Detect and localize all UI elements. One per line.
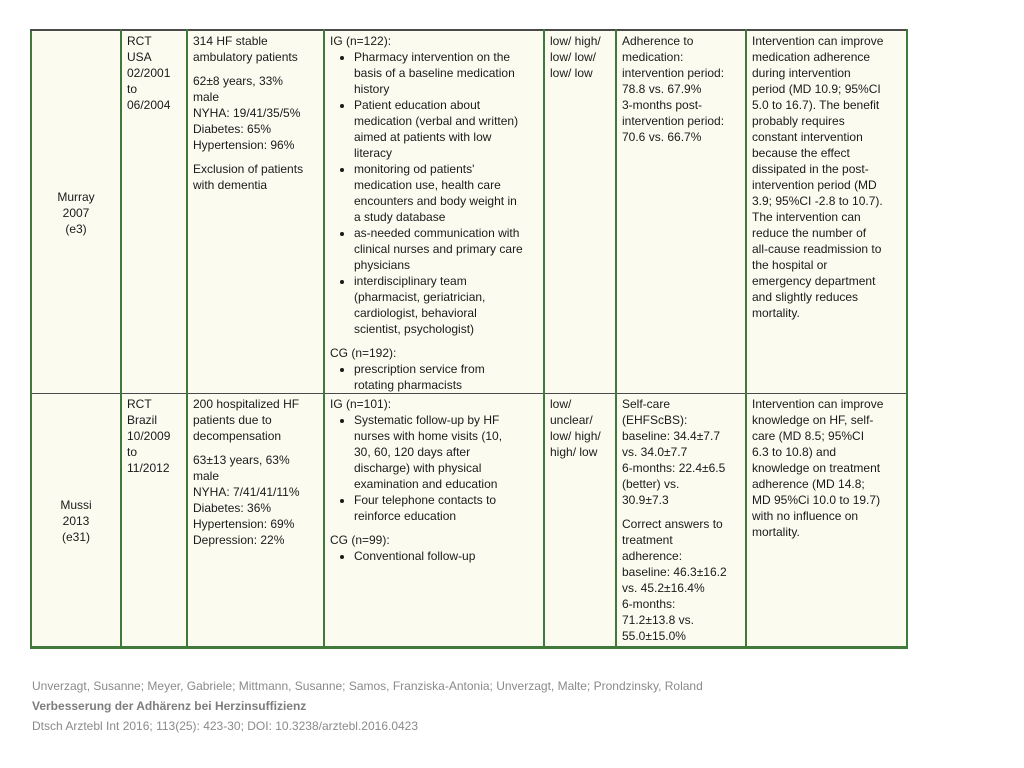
bullet-line: nurses with home visits (10, — [354, 429, 503, 443]
result-line: intervention period (MD — [752, 178, 877, 192]
outcome-line: 55.0±15.0% — [622, 629, 686, 643]
study-cell — [31, 394, 121, 648]
result-line: MD 95%Ci 10.0 to 19.7) — [752, 493, 881, 507]
bullet-line: • Systematic follow-up by HF — [354, 413, 500, 427]
intervention-cell — [324, 394, 544, 648]
bullet-line: rotating pharmacists — [354, 378, 463, 392]
population-line: NYHA: 7/41/41/11% — [193, 485, 300, 499]
design-line: to — [127, 82, 138, 96]
result-line: during intervention — [752, 66, 851, 80]
footer-citation: Dtsch Arztebl Int 2016; 113(25): 423-30; DOI: 10.3238/arztebl.2016.0423 — [32, 719, 419, 733]
population-line: male — [193, 469, 220, 483]
bullet-item — [354, 273, 538, 337]
bullet-line: 30, 60, 120 days after — [354, 445, 471, 459]
bullet-line: medication (verbal and written) — [354, 114, 519, 128]
outcome-line: (better) vs. — [622, 477, 680, 491]
population-group — [193, 452, 318, 548]
outcome-line: 6-months: 22.4±6.5 — [622, 461, 726, 475]
result-line: medication adherence — [752, 50, 871, 64]
result-line: 5.0 to 16.7). The benefit — [752, 98, 880, 112]
outcome-line: 30.9±7.3 — [622, 493, 669, 507]
bullet-line: • monitoring od patients' — [354, 162, 475, 176]
ig-heading: IG (n=101): — [330, 397, 392, 411]
bullet-item — [354, 548, 538, 564]
population-line: Diabetes: 65% — [193, 122, 272, 136]
result-line: reduce the number of — [752, 226, 867, 240]
population-line: Diabetes: 36% — [193, 501, 272, 515]
population-line: Hypertension: 96% — [193, 138, 295, 152]
bullet-line: clinical nurses and primary care — [354, 242, 523, 256]
bullet-line: aimed at patients with low — [354, 130, 492, 144]
bullet-line: examination and education — [354, 477, 498, 491]
outcome-line: intervention period: — [622, 66, 725, 80]
population-line: male — [193, 90, 220, 104]
result-line: with no influence on — [752, 509, 859, 523]
population-line: Exclusion of patients — [193, 162, 304, 176]
result-line: all-cause readmission to — [752, 242, 882, 256]
cg-heading: CG (n=192): — [330, 346, 397, 360]
bullet-list — [330, 412, 538, 524]
bullet-line: • interdisciplinary team — [354, 274, 467, 288]
result-line: period (MD 10.9; 95%CI — [752, 82, 881, 96]
bullet-item — [354, 412, 538, 492]
outcome-line: 6-months: — [622, 597, 676, 611]
outcome-line: medication: — [622, 50, 684, 64]
population-line: 314 HF stable — [193, 34, 268, 48]
study-line: 2007 — [62, 206, 90, 220]
population-line: 62±8 years, 33% — [193, 74, 283, 88]
result-line: Intervention can improve — [752, 397, 884, 411]
result-line: mortality. — [752, 306, 800, 320]
outcome-group — [622, 516, 740, 644]
table-row-murray — [31, 30, 907, 394]
outcome-line: 3-months post- — [622, 98, 703, 112]
bullet-line: history — [354, 82, 390, 96]
ig-heading: IG (n=122): — [330, 34, 392, 48]
table-body — [31, 30, 907, 648]
study-line: Mussi — [60, 498, 92, 512]
result-line: and slightly reduces — [752, 290, 859, 304]
bullet-item — [354, 97, 538, 161]
bias-cell — [544, 394, 616, 648]
outcome-group — [622, 33, 740, 145]
design-line: 02/2001 — [127, 66, 171, 80]
outcome-line: vs. 45.2±16.4% — [622, 581, 705, 595]
bullet-item — [354, 161, 538, 225]
population-line: with dementia — [193, 178, 268, 192]
bullet-line: discharge) with physical — [354, 461, 482, 475]
bullet-line: medication use, health care — [354, 178, 501, 192]
bullet-line: physicians — [354, 258, 411, 272]
population-group — [193, 73, 318, 153]
bullet-line: (pharmacist, geriatrician, — [354, 290, 486, 304]
table-row-mussi — [31, 394, 907, 648]
design-line: Brazil — [127, 413, 158, 427]
outcome-line: 71.2±13.8 vs. — [622, 613, 694, 627]
footer-title: Verbesserung der Adhärenz bei Herzinsuffizienz — [32, 699, 307, 713]
bullet-line: • Patient education about — [354, 98, 481, 112]
outcome-line: (EHFScBS): — [622, 413, 688, 427]
bullet-line: reinforce education — [354, 509, 457, 523]
bias-line: high/ low — [550, 445, 598, 459]
outcome-cell — [616, 30, 746, 394]
bullet-line: cardiologist, behavioral — [354, 306, 477, 320]
bullet-line: scientist, psychologist) — [354, 322, 475, 336]
bias-line: low/ high/ — [550, 34, 601, 48]
population-cell — [187, 30, 324, 394]
bias-line: low/ low/ — [550, 50, 597, 64]
result-line: knowledge on treatment — [752, 461, 881, 475]
result-line: dissipated in the post- — [752, 162, 869, 176]
design-line: 11/2012 — [127, 461, 170, 475]
design-line: USA — [127, 50, 152, 64]
design-line: RCT — [127, 34, 152, 48]
result-line: probably requires — [752, 114, 845, 128]
population-line: NYHA: 19/41/35/5% — [193, 106, 301, 120]
intervention-cell — [324, 30, 544, 394]
study-line: (e3) — [65, 222, 87, 236]
bias-line: unclear/ — [550, 413, 593, 427]
population-line: 63±13 years, 63% — [193, 453, 290, 467]
result-line: the hospital or — [752, 258, 828, 272]
design-cell — [121, 394, 187, 648]
footer-authors: Unverzagt, Susanne; Meyer, Gabriele; Mittmann, Susanne; Samos, Franziska-Antonia; Unverzagt, Malte; Prondzinsky, Roland — [32, 679, 703, 693]
design-line: to — [127, 445, 138, 459]
bullet-line: • prescription service from — [354, 362, 485, 376]
bias-line: low/ low — [550, 66, 593, 80]
outcome-line: 70.6 vs. 66.7% — [622, 130, 702, 144]
result-line: knowledge on HF, self- — [752, 413, 874, 427]
result-line: care (MD 8.5; 95%CI — [752, 429, 865, 443]
outcome-line: 78.8 vs. 67.9% — [622, 82, 702, 96]
result-line: The intervention can — [752, 210, 861, 224]
result-line: mortality. — [752, 525, 800, 539]
result-cell — [746, 394, 907, 648]
outcome-line: Adherence to — [622, 34, 694, 48]
bullet-line: a study database — [354, 210, 446, 224]
bullet-line: • Four telephone contacts to — [354, 493, 497, 507]
bullet-item — [354, 225, 538, 273]
bullet-list — [330, 49, 538, 337]
bullet-list — [330, 361, 538, 393]
design-line: 06/2004 — [127, 98, 171, 112]
result-line: adherence (MD 14.8; — [752, 477, 865, 491]
result-line: constant intervention — [752, 130, 863, 144]
bullet-line: literacy — [354, 146, 393, 160]
bias-line: low/ high/ — [550, 429, 601, 443]
design-cell — [121, 30, 187, 394]
bullet-list — [330, 548, 538, 564]
outcome-line: baseline: 34.4±7.7 — [622, 429, 720, 443]
bullet-line: • Pharmacy intervention on the — [354, 50, 511, 64]
bullet-line: encounters and body weight in — [354, 194, 517, 208]
population-line: patients due to — [193, 413, 272, 427]
outcome-line: Correct answers to — [622, 517, 723, 531]
population-group — [193, 161, 318, 193]
cg-heading: CG (n=99): — [330, 533, 390, 547]
result-line: because the effect — [752, 146, 850, 160]
result-line: Intervention can improve — [752, 34, 884, 48]
bullet-line: basis of a baseline medication — [354, 66, 515, 80]
outcome-line: vs. 34.0±7.7 — [622, 445, 688, 459]
design-line: 10/2009 — [127, 429, 171, 443]
bias-line: low/ — [550, 397, 572, 411]
population-group — [193, 396, 318, 444]
design-line: RCT — [127, 397, 152, 411]
population-line: ambulatory patients — [193, 50, 298, 64]
population-line: 200 hospitalized HF — [193, 397, 300, 411]
outcome-line: intervention period: — [622, 114, 725, 128]
bullet-item — [354, 492, 538, 524]
population-line: Depression: 22% — [193, 533, 285, 547]
population-group — [193, 33, 318, 65]
outcome-line: baseline: 46.3±16.2 — [622, 565, 727, 579]
outcome-group — [622, 396, 740, 508]
bullet-item — [354, 49, 538, 97]
result-line: 3.9; 95%CI -2.8 to 10.7). — [752, 194, 883, 208]
population-cell — [187, 394, 324, 648]
bullet-item — [354, 361, 538, 393]
outcome-line: Self-care — [622, 397, 671, 411]
study-line: 2013 — [62, 514, 90, 528]
study-cell — [31, 30, 121, 394]
outcome-line: treatment — [622, 533, 673, 547]
study-table — [30, 29, 908, 649]
result-line: 6.3 to 10.8) and — [752, 445, 837, 459]
bias-cell — [544, 30, 616, 394]
bullet-line: • Conventional follow-up — [354, 549, 476, 563]
bullet-line: • as-needed communication with — [354, 226, 520, 240]
study-line: (e31) — [61, 530, 90, 544]
result-line: emergency department — [752, 274, 876, 288]
outcome-cell — [616, 394, 746, 648]
population-line: decompensation — [193, 429, 282, 443]
population-line: Hypertension: 69% — [193, 517, 295, 531]
study-line: Murray — [57, 190, 95, 204]
result-cell — [746, 30, 907, 394]
outcome-line: adherence: — [622, 549, 683, 563]
